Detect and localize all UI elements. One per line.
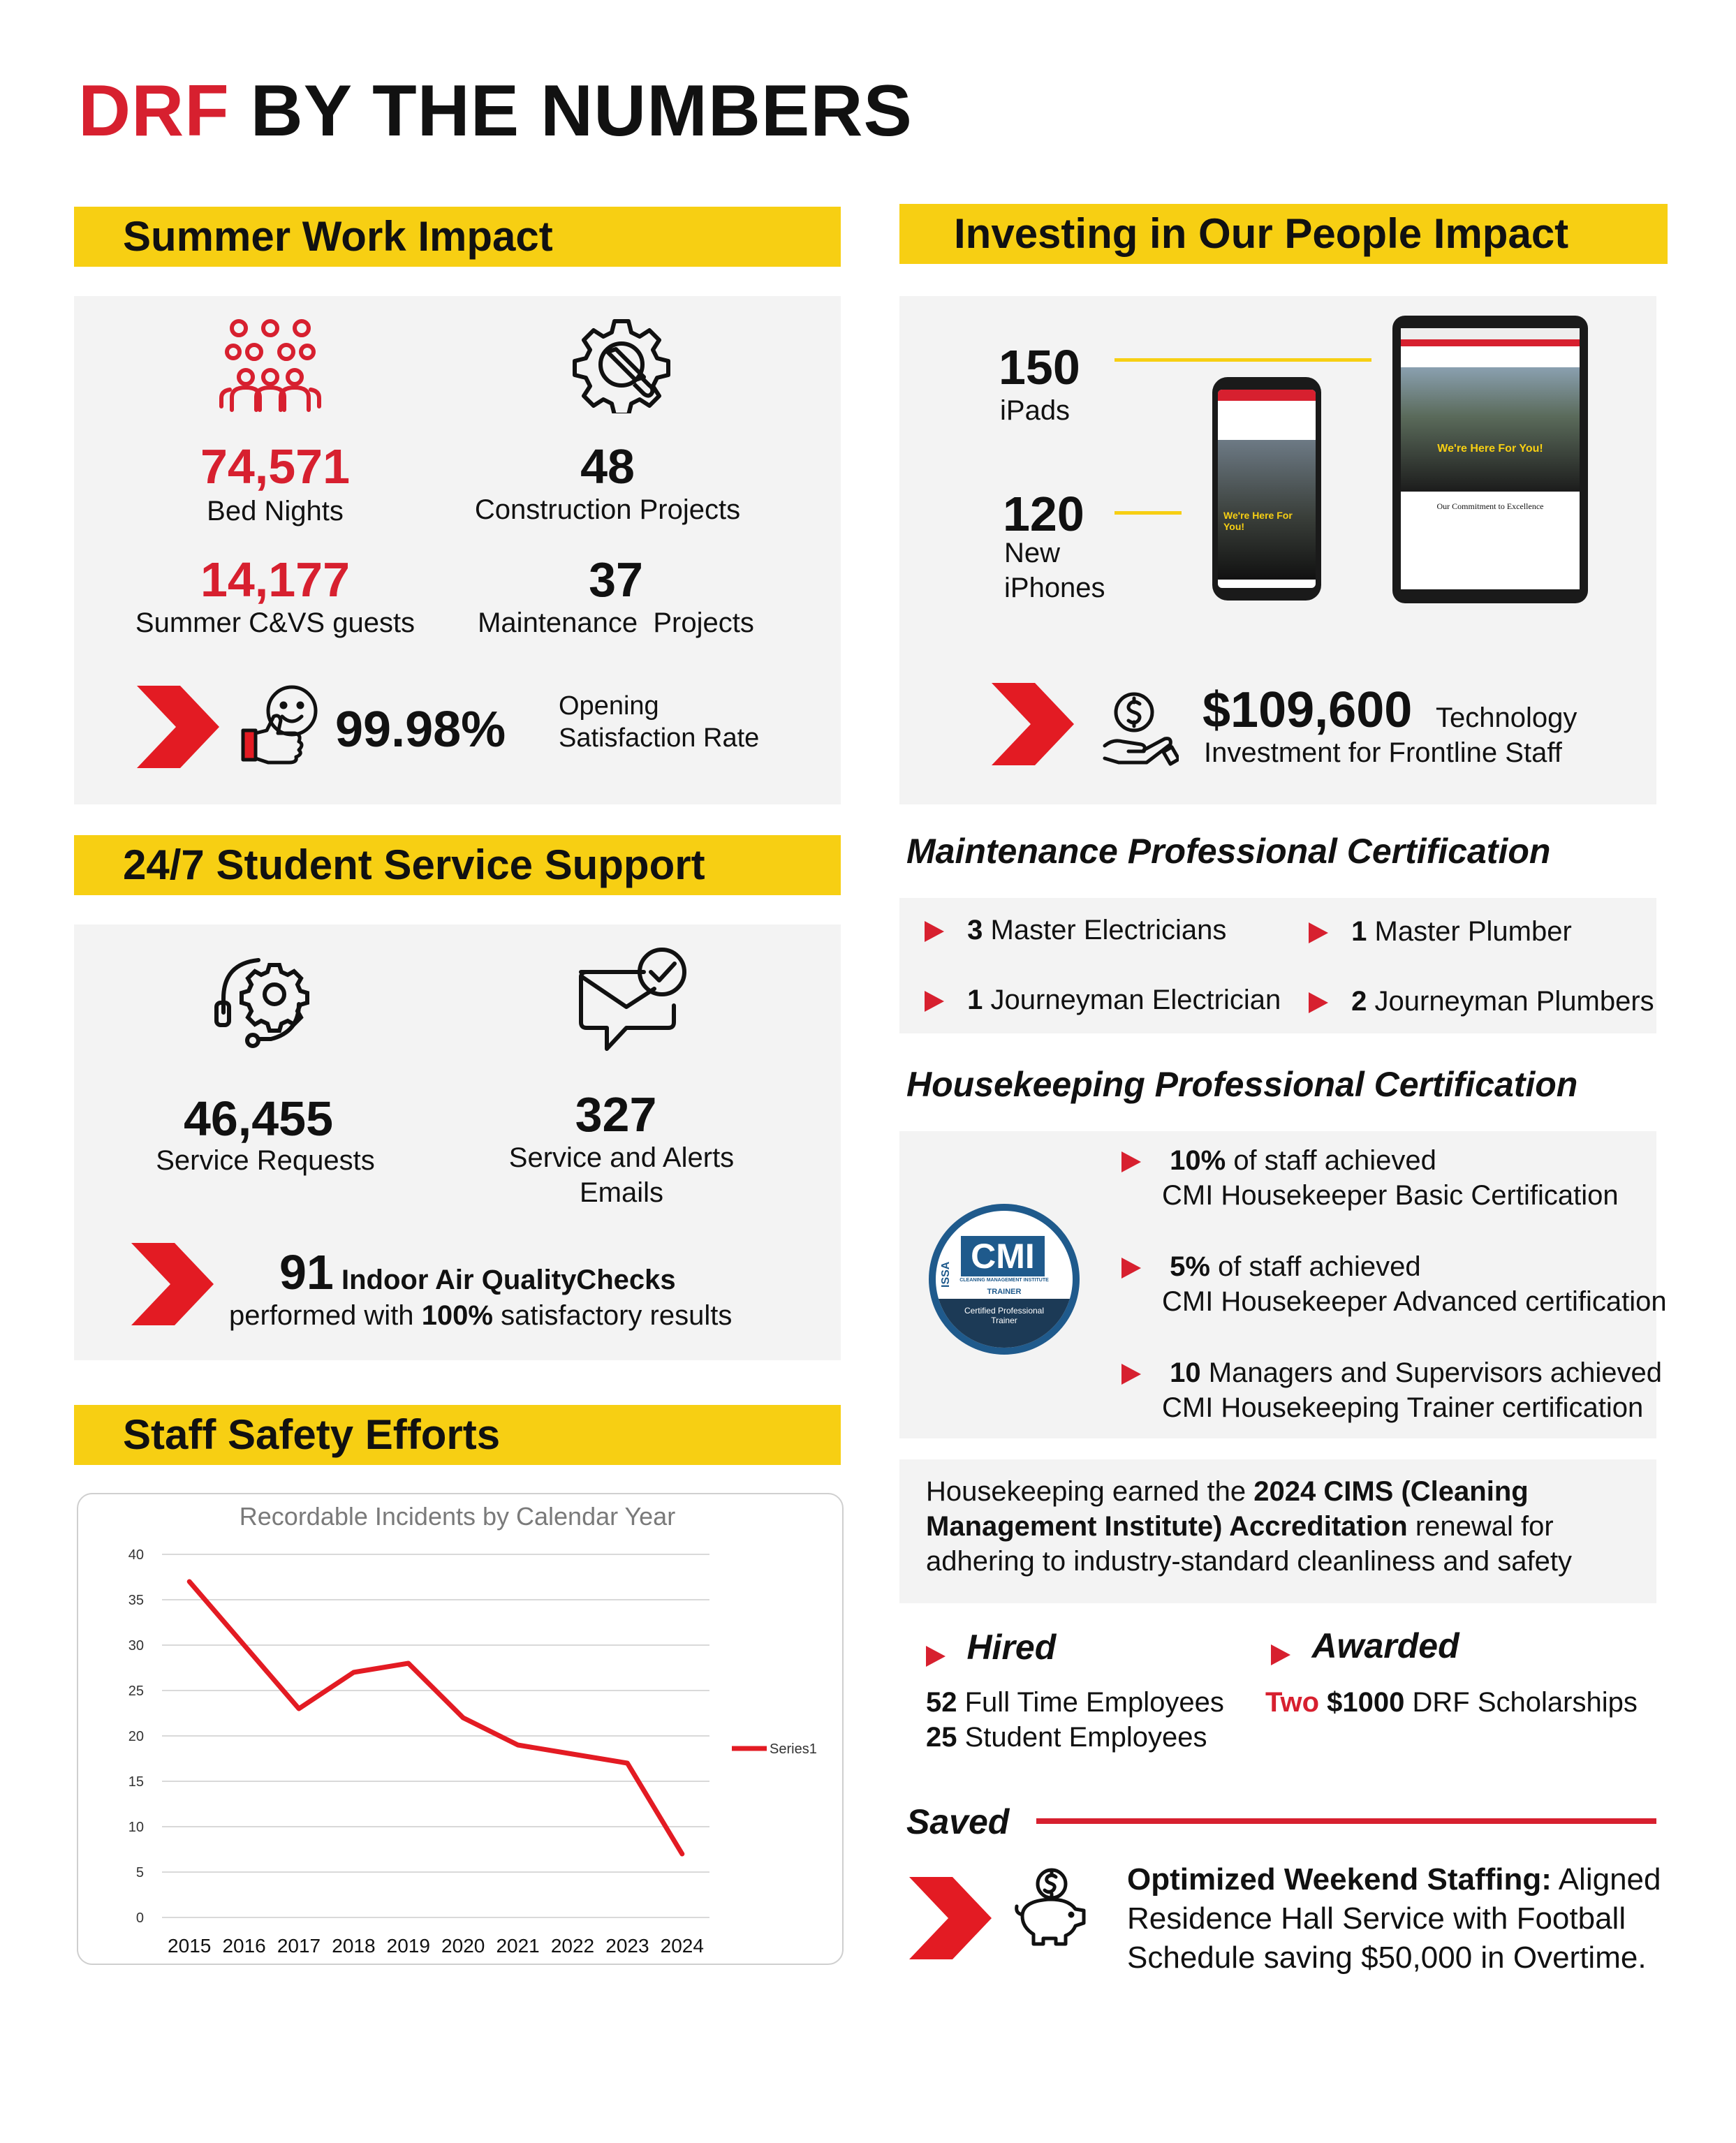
tech-investment-value: $109,600 [1202,682,1413,738]
x-tick-label: 2016 [222,1935,266,1957]
piggy-bank-icon [1013,1866,1089,1950]
cert-master-plumber: 1 Master Plumber [1309,916,1572,948]
support-heading: 24/7 Student Service Support [74,835,841,895]
stat-guests-label: Summer C&VS guests [135,607,415,638]
bullet-triangle-icon [926,1646,946,1667]
iphones-label-1: New [1004,538,1061,568]
title-rest: BY THE NUMBERS [250,71,913,152]
x-tick-label: 2023 [605,1935,649,1957]
ipads-label: iPads [1000,395,1071,426]
awarded-heading-row [1271,1626,1459,1666]
bullet-triangle-icon [1121,1258,1141,1279]
tablet-screen-subtitle: Our Commitment to Excellence [1436,501,1544,511]
awarded-scholarships: Two $1000 DRF Scholarships [1265,1687,1638,1718]
hk-cert-advanced: 5% of staff achieved [1121,1251,1421,1283]
saved-bold: Optimized Weekend Staffing: [1127,1862,1552,1897]
hk-cert-advanced-line2: CMI Housekeeper Advanced certification [1162,1286,1667,1317]
x-tick-label: 2018 [332,1935,376,1957]
cims-line-2: Management Institute) Accreditation renewal for [926,1511,1554,1542]
legend-label: Series1 [770,1741,817,1757]
iaq-line2-bold: 100% [421,1300,493,1331]
page-title [78,70,913,153]
bullet-triangle-icon [925,921,944,942]
iphones-label-2: iPhones [1004,573,1105,603]
x-tick-label: 2022 [550,1935,595,1957]
ipad-mockup [1392,316,1588,603]
iaq-line-1 [279,1244,676,1300]
hk-cert-trainer-line2: CMI Housekeeping Trainer certification [1162,1392,1644,1423]
saved-line-3: Schedule saving $50,000 in Overtime. [1127,1941,1647,1975]
x-tick-label: 2021 [496,1935,540,1957]
cims-line-1: Housekeeping earned the 2024 CIMS (Cleaning [926,1476,1529,1507]
hired-students: 25 Student Employees [926,1722,1207,1753]
title-prefix: DRF [78,71,230,152]
cert-master-electricians: 3 Master Electricians [925,915,1226,946]
cims-line-3: adhering to industry-standard cleanliness and safety [926,1546,1572,1577]
incidents-line-chart [77,1493,841,1962]
service-requests-value: 46,455 [183,1091,334,1146]
x-tick-label: 2020 [441,1935,485,1957]
headset-gear-icon [209,950,314,1054]
chevron-right-icon [909,1877,992,1959]
y-tick-label: 40 [128,1547,144,1563]
stat-guests-value: 14,177 [200,552,351,607]
awarded-heading: Awarded [1311,1626,1459,1665]
y-tick-label: 30 [128,1638,144,1654]
hired-full-time: 52 Full Time Employees [926,1687,1224,1718]
badge-sub: CLEANING MANAGEMENT INSTITUTE [959,1278,1049,1283]
hk-cert-trainer: 10 Managers and Supervisors achieved [1121,1357,1662,1389]
bullet-triangle-icon [925,991,944,1012]
maintenance-cert-heading: Maintenance Professional Certification [906,832,1551,871]
y-tick-label: 5 [135,1865,144,1880]
x-tick-label: 2017 [277,1935,321,1957]
alerts-emails-label-1: Service and Alerts [508,1142,735,1173]
tech-investment-label-2: Investment for Frontline Staff [1204,737,1562,768]
badge-issa: ISSA [940,1261,952,1288]
saved-line-2: Residence Hall Service with Football [1127,1901,1626,1936]
series-line [189,1582,682,1854]
saved-divider [1036,1818,1656,1824]
iaq-label: Indoor Air QualityChecks [341,1265,676,1295]
tech-investment-label-1: Technology [1436,702,1577,733]
service-requests-label: Service Requests [156,1145,375,1176]
stat-construction-value: 48 [580,439,635,494]
badge-role: TRAINER [987,1288,1022,1296]
bullet-triangle-icon [1121,1151,1141,1172]
stat-bed-nights-label: Bed Nights [207,496,344,526]
summer-heading: Summer Work Impact [74,207,841,267]
y-tick-label: 35 [128,1593,144,1608]
badge-bottom-2: Trainer [991,1316,1017,1325]
money-hand-icon [1102,690,1179,767]
chart-title: Recordable Incidents by Calendar Year [239,1502,676,1531]
cert-journeyman-electrician: 1 Journeyman Electrician [925,985,1281,1016]
iphones-value: 120 [1003,487,1084,541]
y-tick-label: 10 [128,1820,144,1835]
x-tick-label: 2019 [386,1935,430,1957]
hired-heading-row [926,1627,1056,1667]
stat-maintenance-label: Maintenance Projects [478,607,754,638]
phone-screen-text: We're Here For You! [1223,510,1293,532]
people-heading: Investing in Our People Impact [899,204,1668,264]
alerts-emails-value: 327 [575,1087,657,1142]
cert-journeyman-plumbers: 2 Journeyman Plumbers [1309,986,1654,1017]
iaq-line-2 [229,1300,732,1332]
email-check-icon [573,943,691,1054]
x-tick-label: 2015 [168,1935,212,1957]
stat-maintenance-value: 37 [589,552,643,607]
satisfaction-rate-value: 99.98% [335,702,506,758]
ipads-value: 150 [999,340,1080,395]
badge-cmi: CMI [961,1236,1045,1276]
iphones-connector-line [1115,511,1182,515]
bullet-triangle-icon [1309,922,1328,943]
people-group-icon [218,316,323,413]
bullet-triangle-icon [1271,1644,1290,1665]
safety-heading: Staff Safety Efforts [74,1405,841,1465]
saved-text: Optimized Weekend Staffing: Aligned Residence Hall Service with Football Schedule saving $50,000 in Overtime. [1127,1860,1661,1978]
cmi-trainer-badge [929,1204,1080,1355]
x-tick-label: 2024 [660,1935,704,1957]
hired-heading: Hired [966,1628,1057,1667]
iaq-line2-post: satisfactory results [501,1300,733,1331]
hk-cert-basic: 10% of staff achieved [1121,1145,1436,1177]
hk-cert-basic-line2: CMI Housekeeper Basic Certification [1162,1180,1619,1211]
chevron-right-icon [992,683,1074,765]
alerts-emails-label-2: Emails [579,1177,664,1208]
housekeeping-cert-heading: Housekeeping Professional Certification [906,1065,1578,1104]
iaq-value: 91 [279,1245,334,1299]
y-tick-label: 25 [128,1684,144,1699]
stat-construction-label: Construction Projects [474,494,741,525]
y-tick-label: 0 [135,1910,144,1926]
ipads-connector-line [1115,358,1371,362]
y-tick-label: 20 [128,1729,144,1744]
badge-bottom-1: Certified Professional [964,1306,1045,1316]
iaq-line2-pre: performed with [229,1300,414,1331]
tablet-screen-text: We're Here For You! [1437,443,1543,455]
chevron-right-icon [131,1243,214,1325]
satisfaction-label-2: Satisfaction Rate [559,723,760,753]
bullet-triangle-icon [1121,1364,1141,1385]
satisfaction-label-1: Opening [559,691,659,721]
bullet-triangle-icon [1309,992,1328,1013]
saved-heading: Saved [906,1802,1010,1841]
y-tick-label: 15 [128,1774,144,1790]
stat-bed-nights-value: 74,571 [200,439,351,494]
iphone-mockup [1212,377,1321,601]
thumbs-up-smile-icon [237,683,321,767]
gear-wrench-icon [573,316,670,413]
chevron-right-icon [137,686,219,768]
